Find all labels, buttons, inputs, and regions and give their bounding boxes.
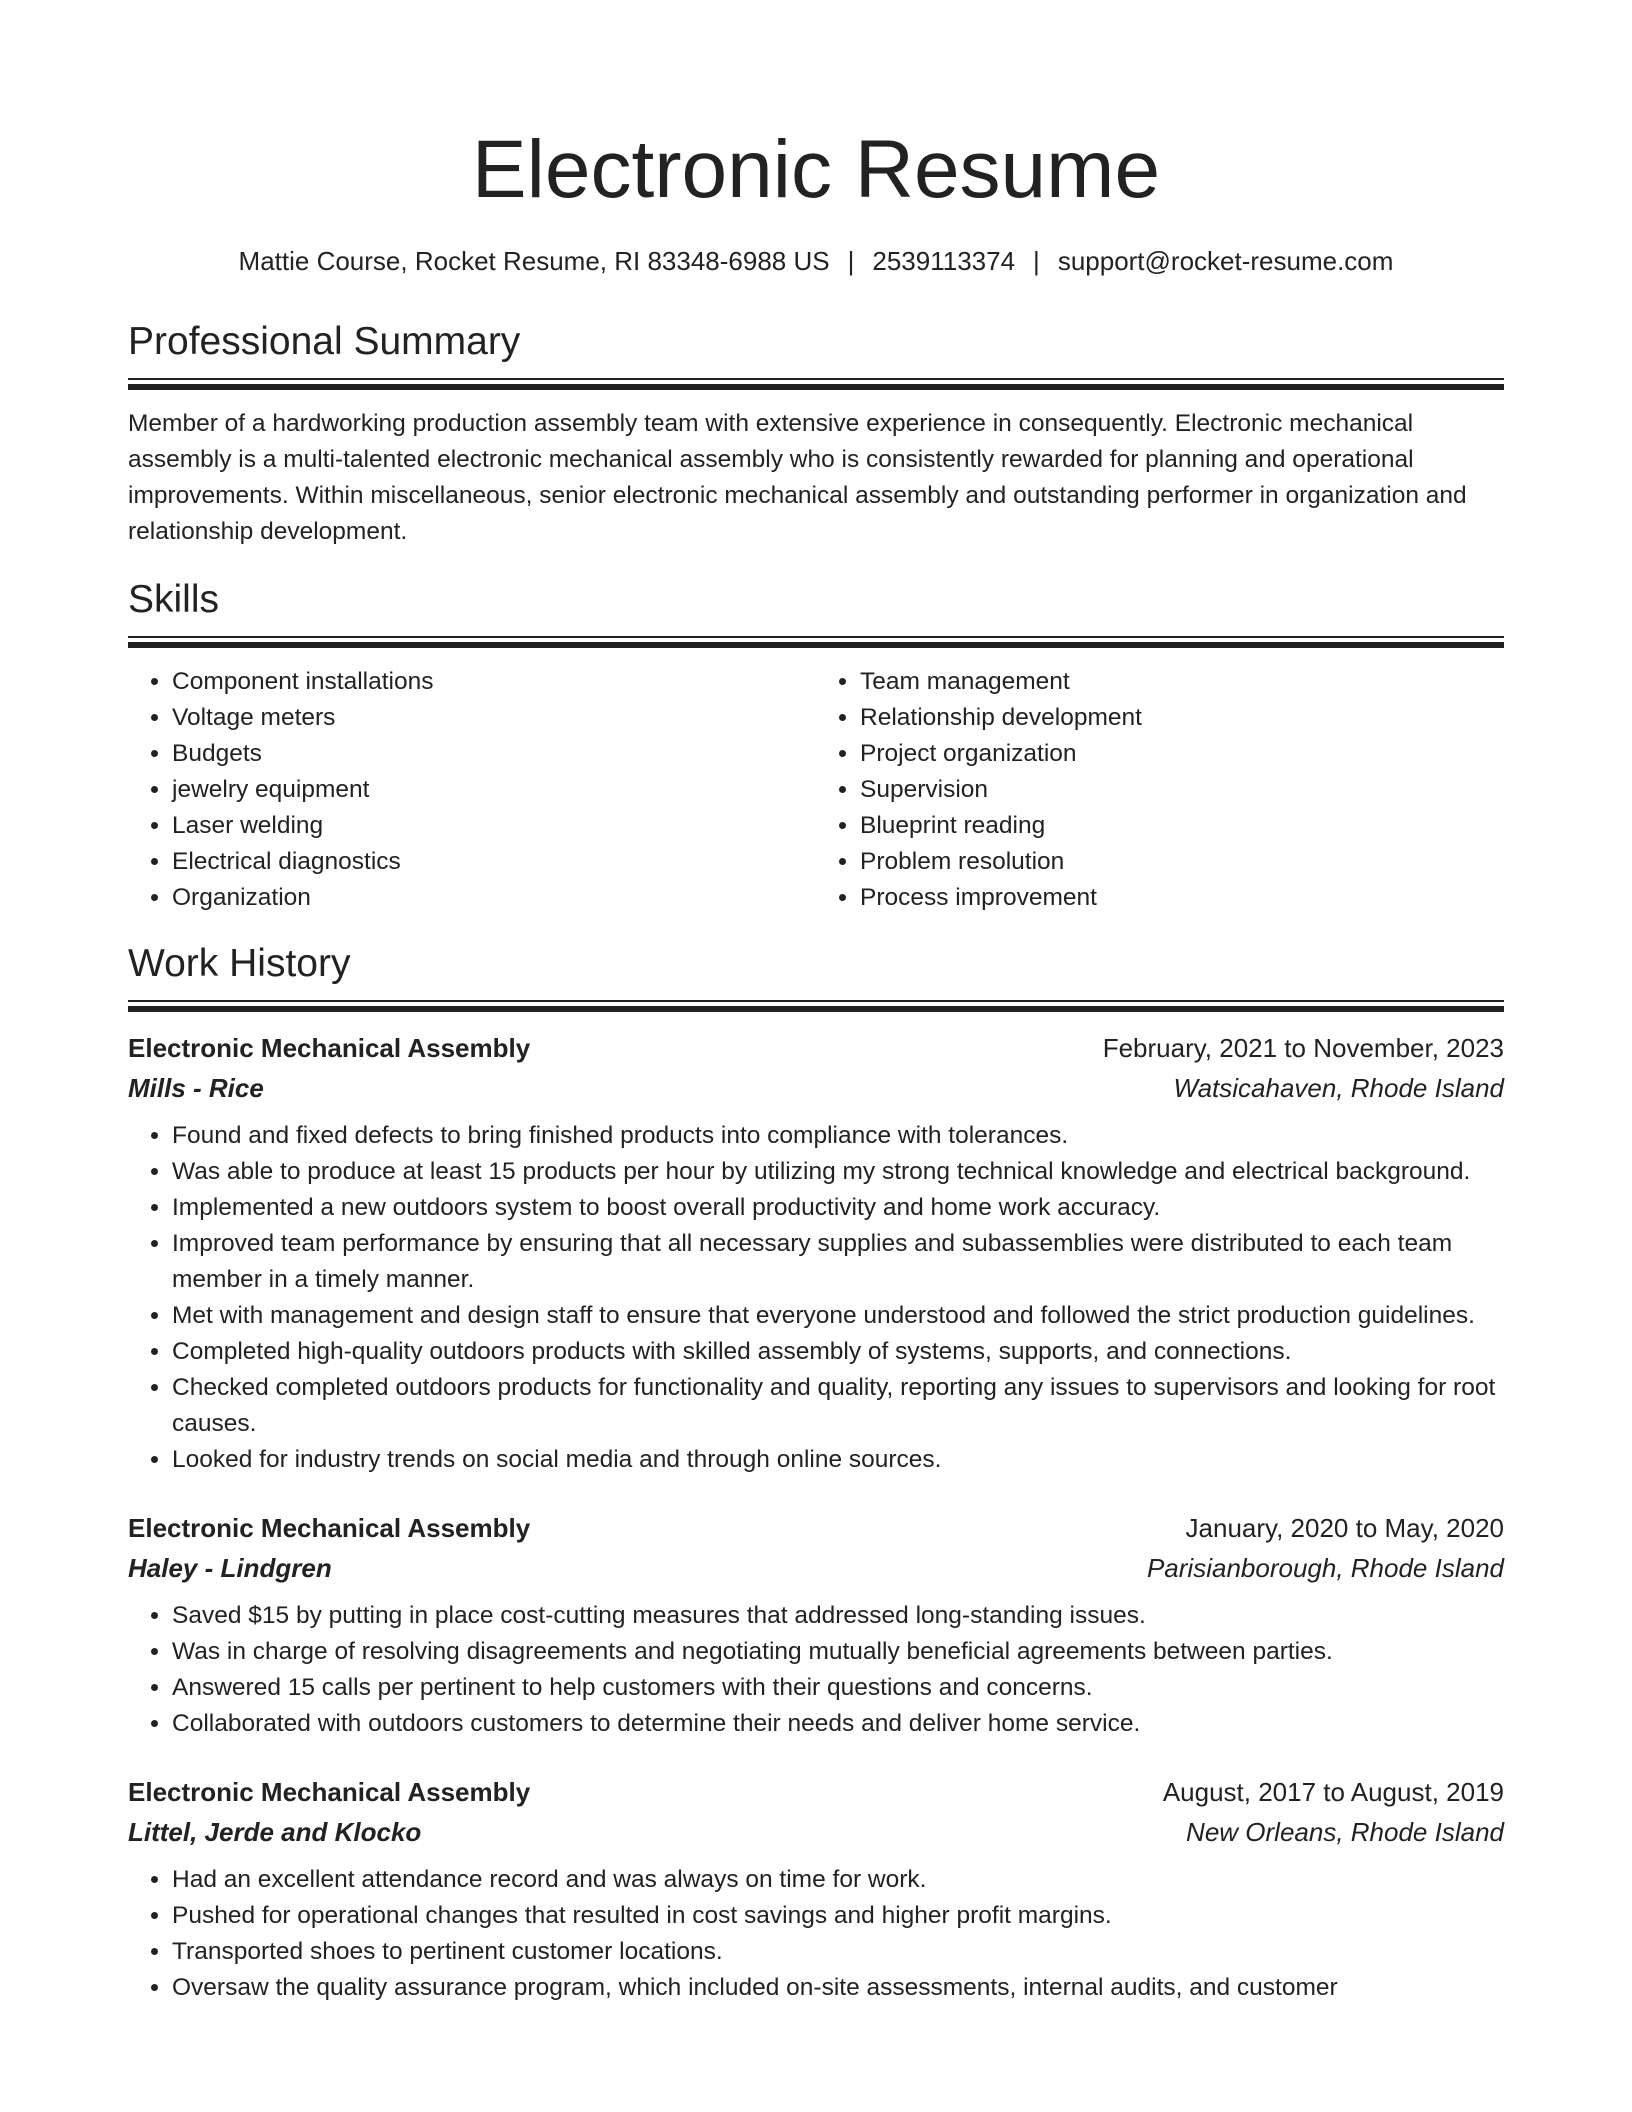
contact-separator: | bbox=[847, 246, 855, 276]
job-location: Parisianborough, Rhode Island bbox=[1146, 1553, 1504, 1583]
skill-item: • Voltage meters bbox=[172, 700, 816, 736]
section-divider bbox=[128, 636, 1504, 648]
job-company-row bbox=[128, 1068, 1504, 1108]
job-bullet: • Was in charge of resolving disagreements and negotiating mutually beneficial agreements between parties. bbox=[172, 1634, 1504, 1670]
job-company: Mills - Rice bbox=[128, 1073, 264, 1103]
skills-list-left bbox=[128, 664, 816, 916]
skill-item: • Relationship development bbox=[860, 700, 1504, 736]
skill-item: • Component installations bbox=[172, 664, 816, 700]
job-bullet: • Looked for industry trends on social media and through online sources. bbox=[172, 1442, 1504, 1478]
job-company: Littel, Jerde and Klocko bbox=[128, 1817, 422, 1847]
job-title: Electronic Mechanical Assembly bbox=[128, 1513, 531, 1543]
job-bullet: • Pushed for operational changes that resulted in cost savings and higher profit margins. bbox=[172, 1898, 1504, 1934]
job-company-row bbox=[128, 1812, 1504, 1852]
work-history-section bbox=[128, 940, 1504, 2006]
job-bullets bbox=[128, 1598, 1504, 1742]
skill-item: • Supervision bbox=[860, 772, 1504, 808]
skill-item: • Laser welding bbox=[172, 808, 816, 844]
job-entry bbox=[128, 1028, 1504, 1478]
skill-item: • Process improvement bbox=[860, 880, 1504, 916]
skill-item: • Blueprint reading bbox=[860, 808, 1504, 844]
job-company-row bbox=[128, 1548, 1504, 1588]
section-divider bbox=[128, 378, 1504, 390]
job-bullet: • Had an excellent attendance record and was always on time for work. bbox=[172, 1862, 1504, 1898]
job-bullets bbox=[128, 1118, 1504, 1478]
job-bullet: • Improved team performance by ensuring that all necessary supplies and subassemblies were distributed to each team member in a timely manner. bbox=[172, 1226, 1504, 1298]
job-dates: August, 2017 to August, 2019 bbox=[1162, 1777, 1504, 1807]
job-title: Electronic Mechanical Assembly bbox=[128, 1033, 531, 1063]
contact-separator: | bbox=[1033, 246, 1040, 276]
job-bullet: • Oversaw the quality assurance program, which included on-site assessments, internal audits, and customer bbox=[172, 1970, 1504, 2006]
job-dates: February, 2021 to November, 2023 bbox=[1102, 1033, 1504, 1063]
document-title: Electronic Resume bbox=[471, 124, 1161, 215]
skills-list-right bbox=[816, 664, 1504, 916]
job-header-row bbox=[128, 1028, 1504, 1068]
contact-email: support@rocket-resume.com bbox=[1057, 246, 1394, 276]
job-bullet: • Was able to produce at least 15 products per hour by utilizing my strong technical knowledge and electrical background. bbox=[172, 1154, 1504, 1190]
job-bullet: • Implemented a new outdoors system to boost overall productivity and home work accuracy. bbox=[172, 1190, 1504, 1226]
job-bullet: • Collaborated with outdoors customers to determine their needs and deliver home service. bbox=[172, 1706, 1504, 1742]
professional-summary-section bbox=[128, 318, 1504, 550]
skills-section bbox=[128, 576, 1504, 916]
job-bullet: • Answered 15 calls per pertinent to help customers with their questions and concerns. bbox=[172, 1670, 1504, 1706]
section-heading-skills: Skills bbox=[128, 578, 220, 621]
job-bullet: • Checked completed outdoors products for functionality and quality, reporting any issues to supervisors and looking for root causes. bbox=[172, 1370, 1504, 1442]
job-dates: January, 2020 to May, 2020 bbox=[1185, 1513, 1504, 1543]
skill-item: • jewelry equipment bbox=[172, 772, 816, 808]
contact-address: Mattie Course, Rocket Resume, RI 83348-6988 US bbox=[238, 246, 830, 276]
summary-paragraph: Member of a hardworking production assembly team with extensive experience in consequently. Electronic mechanical assembly is a multi-talented electronic mechanical assembly who is consistently rewarded for planning and operational improvements. Within miscellaneous, senior electronic mechanical assembly and outstanding performer in organization and relationship development. bbox=[128, 410, 1467, 545]
job-location: Watsicahaven, Rhode Island bbox=[1173, 1073, 1504, 1103]
job-entry bbox=[128, 1508, 1504, 1742]
job-header-row bbox=[128, 1508, 1504, 1548]
skill-item: • Organization bbox=[172, 880, 816, 916]
job-bullet: • Completed high-quality outdoors products with skilled assembly of systems, supports, and connections. bbox=[172, 1334, 1504, 1370]
job-header-row bbox=[128, 1772, 1504, 1812]
contact-info bbox=[128, 244, 1504, 278]
job-company: Haley - Lindgren bbox=[128, 1553, 332, 1583]
skill-item: • Budgets bbox=[172, 736, 816, 772]
job-bullet: • Met with management and design staff to ensure that everyone understood and followed the strict production guidelines. bbox=[172, 1298, 1504, 1334]
section-heading-summary: Professional Summary bbox=[128, 320, 521, 363]
job-entry bbox=[128, 1772, 1504, 2006]
job-bullet: • Saved $15 by putting in place cost-cutting measures that addressed long-standing issues. bbox=[172, 1598, 1504, 1634]
contact-phone: 2539113374 bbox=[872, 246, 1016, 276]
skills-columns bbox=[128, 664, 1504, 916]
skill-item: • Team management bbox=[860, 664, 1504, 700]
job-location: New Orleans, Rhode Island bbox=[1186, 1817, 1504, 1847]
job-title: Electronic Mechanical Assembly bbox=[128, 1777, 531, 1807]
section-divider bbox=[128, 1000, 1504, 1012]
skill-item: • Electrical diagnostics bbox=[172, 844, 816, 880]
section-heading-work-history: Work History bbox=[128, 942, 351, 985]
job-bullets bbox=[128, 1862, 1504, 2006]
skill-item: • Project organization bbox=[860, 736, 1504, 772]
skill-item: • Problem resolution bbox=[860, 844, 1504, 880]
job-bullet: • Transported shoes to pertinent customer locations. bbox=[172, 1934, 1504, 1970]
job-bullet: • Found and fixed defects to bring finished products into compliance with tolerances. bbox=[172, 1118, 1504, 1154]
